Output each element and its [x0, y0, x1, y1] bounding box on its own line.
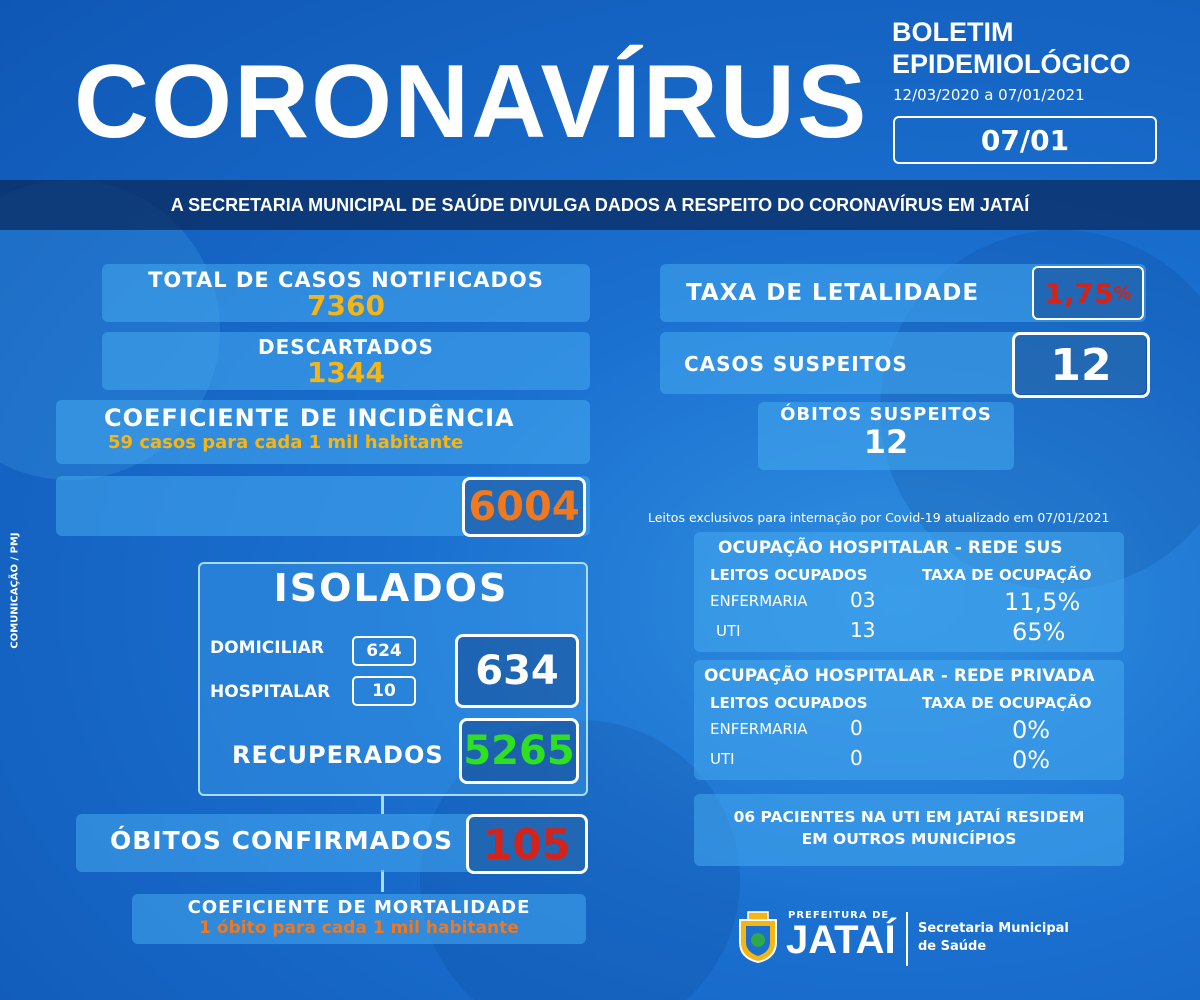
incidence-text: 59 casos para cada 1 mil habitante	[108, 432, 464, 453]
logo-city: JATAÍ	[786, 918, 896, 962]
mortality-panel	[132, 894, 586, 944]
lethality-label: TAXA DE LETALIDADE	[686, 280, 980, 306]
health-department-line-2: de Saúde	[918, 939, 987, 954]
health-department-line-1: Secretaria Municipal	[918, 921, 1069, 936]
private-ward-label: ENFERMARIA	[710, 720, 808, 738]
isolated-total: 634	[455, 634, 579, 708]
suspected-label: CASOS SUSPEITOS	[684, 352, 908, 376]
connector-line	[381, 796, 384, 814]
hospital-isolation-value: 10	[352, 676, 416, 706]
lethality-unit: %	[1113, 282, 1132, 304]
total-notified-panel	[102, 264, 590, 322]
deaths-value: 105	[466, 814, 588, 874]
private-icu-label: UTI	[710, 750, 735, 768]
icu-residents-panel	[694, 794, 1124, 866]
logo-divider	[906, 912, 908, 966]
private-icu-rate: 0%	[1012, 746, 1051, 774]
total-notified-value: 7360	[307, 289, 385, 322]
mortality-text: 1 óbito para cada 1 mil habitante	[199, 918, 519, 938]
bulletin-line-2: EPIDEMIOLÓGICO	[892, 49, 1131, 79]
sus-icu-label: UTI	[716, 622, 741, 640]
beds-note: Leitos exclusivos para internação por Covid-19 atualizado em 07/01/2021	[648, 510, 1110, 525]
sus-col-beds: LEITOS OCUPADOS	[710, 566, 868, 584]
private-title: OCUPAÇÃO HOSPITALAR - REDE PRIVADA	[704, 666, 1095, 686]
recovered-label: RECUPERADOS	[232, 741, 444, 769]
discarded-value: 1344	[307, 356, 385, 389]
private-ward-rate: 0%	[1012, 716, 1051, 744]
sus-icu-rate: 65%	[1012, 618, 1066, 646]
incidence-panel	[56, 400, 590, 464]
bulletin-line-1: BOLETIM	[892, 17, 1014, 47]
header-banner: A SECRETARIA MUNICIPAL DE SAÚDE DIVULGA DADOS A RESPEITO DO CORONAVÍRUS EM JATAÍ	[0, 180, 1200, 230]
icu-residents-line-1: 06 PACIENTES NA UTI EM JATAÍ RESIDEM	[733, 808, 1085, 826]
sus-occupancy-panel	[694, 532, 1124, 652]
private-col-rate: TAXA DE OCUPAÇÃO	[922, 694, 1092, 712]
logo-prefeitura: PREFEITURA DE	[788, 910, 890, 921]
side-credit: COMUNICAÇÃO / PMJ	[9, 532, 21, 649]
private-occupancy-panel	[694, 660, 1124, 780]
sus-title: OCUPAÇÃO HOSPITALAR - REDE SUS	[718, 538, 1063, 558]
discarded-panel	[102, 332, 590, 390]
suspected-deaths-value: 12	[863, 423, 909, 461]
sus-ward-value: 03	[850, 588, 876, 612]
private-icu-value: 0	[850, 746, 863, 770]
private-col-beds: LEITOS OCUPADOS	[710, 694, 868, 712]
sus-col-rate: TAXA DE OCUPAÇÃO	[922, 566, 1092, 584]
connector-line	[381, 870, 384, 892]
sus-ward-rate: 11,5%	[1004, 588, 1081, 616]
suspected-value: 12	[1012, 332, 1150, 398]
deaths-label: ÓBITOS CONFIRMADOS	[110, 826, 454, 855]
confirmed-value: 6004	[462, 477, 586, 537]
bulletin-label	[892, 16, 1131, 80]
home-isolation-label: DOMICILIAR	[210, 638, 325, 658]
total-notified-label: TOTAL DE CASOS NOTIFICADOS	[148, 268, 544, 292]
mortality-label: COEFICIENTE DE MORTALIDADE	[187, 897, 531, 918]
hospital-isolation-label: HOSPITALAR	[210, 682, 331, 702]
health-department-logo	[918, 920, 1069, 956]
city-coat-of-arms-icon	[736, 910, 780, 964]
suspected-deaths-label: ÓBITOS SUSPEITOS	[780, 404, 992, 425]
lethality-value	[1032, 266, 1144, 320]
sus-icu-value: 13	[850, 618, 876, 642]
incidence-label: COEFICIENTE DE INCIDÊNCIA	[104, 404, 515, 432]
home-isolation-value: 624	[352, 636, 416, 666]
period: 12/03/2020 a 07/01/2021	[893, 86, 1085, 104]
icu-residents-line-2: EM OUTROS MUNICÍPIOS	[801, 830, 1017, 848]
discarded-label: DESCARTADOS	[258, 335, 434, 359]
recovered-value: 5265	[459, 718, 579, 784]
lethality-number: 1,75	[1044, 276, 1114, 310]
sus-ward-label: ENFERMARIA	[710, 592, 808, 610]
suspected-deaths-panel	[758, 402, 1014, 470]
date-badge: 07/01	[893, 116, 1157, 164]
page-title: CORONAVÍRUS	[74, 44, 869, 160]
isolated-title: ISOLADOS	[273, 566, 509, 610]
private-ward-value: 0	[850, 716, 863, 740]
